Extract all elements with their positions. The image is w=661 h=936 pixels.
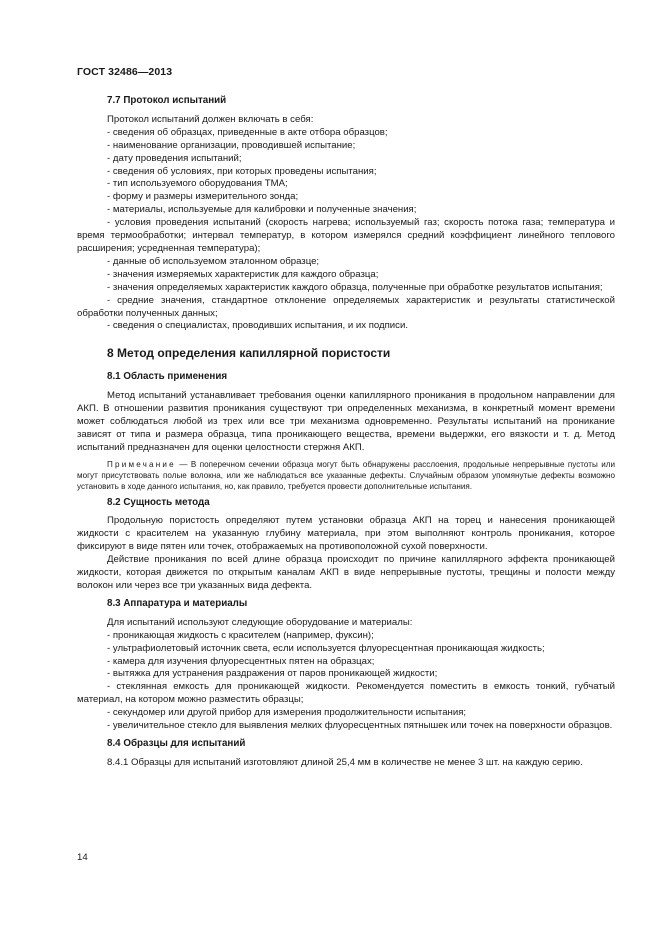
list-item: - наименование организации, проводившей испытание;: [107, 139, 356, 151]
list-item: - условия проведения испытаний (скорость нагрева; используемый газ; скорость потока газа; температура и время термообработки; интервал температур, в котором измерялся средний коэффициент линейного теплового расширения; усредненная температура);: [77, 217, 615, 254]
list-item: - вытяжка для устранения раздражения от паров проникающей жидкости;: [107, 668, 438, 680]
section-8-4-title: 8.4 Образцы для испытаний: [107, 737, 246, 749]
list-item: - камера для изучения флуоресцентных пятен на образцах;: [107, 655, 375, 667]
note: [77, 459, 615, 493]
section-7-7-list: [77, 127, 615, 334]
section-7-7-title: 7.7 Протокол испытаний: [107, 95, 227, 106]
list-item: - увеличительное стекло для выявления мелких флуоресцентных пятнышек или точек на поверхности образцов.: [107, 720, 613, 732]
section-8-2-title: 8.2 Сущность метода: [107, 496, 210, 508]
list-item: - сведения об условиях, при которых проведены испытания;: [107, 165, 377, 177]
list-item: - форму и размеры измерительного зонда;: [107, 191, 299, 203]
section-8-title: 8 Метод определения капиллярной пористости: [107, 346, 391, 361]
note-text: — В поперечном сечении образца могут быть обнаружены расслоения, продольные непрерывные пустоты или могут присутствовать полые волокна, или же наблюдаться все указанные дефекты. Случайным образом упомянутые дефекты возможно установить в ходе данного испытания, но, как правило, требуется провести дополнительные испытания.: [77, 459, 615, 492]
section-8-2-paragraph: Действие проникания по всей длине образца происходит по причине капиллярного эффекта проникающей жидкости, которая движется по открытым каналам АКП в виде непрерывные пустоты, трещины и полости между волокон или через все три указанных вида дефекта.: [77, 554, 615, 591]
note-label: Примечание: [107, 459, 176, 469]
list-item: - тип используемого оборудования ТМА;: [107, 178, 288, 190]
page-content: [77, 95, 615, 770]
document-header: ГОСТ 32486—2013: [77, 66, 173, 78]
list-item: - проникающая жидкость с красителем (например, фуксин);: [107, 629, 374, 641]
list-item: - материалы, используемые для калибровки и полученные значения;: [107, 204, 417, 216]
section-8-3-intro: Для испытаний используют следующие оборудование и материалы:: [107, 616, 413, 628]
section-8-1-text: Метод испытаний устанавливает требования оценки капиллярного проникания в продольном направлении для АКП. В отношении развития проникания существуют три определенных механизма, в конкретный момент времени может соблюдаться любой из трех или все три механизма одновременно. Результаты испытаний на проникание зависят от типа и размера образца, типа проникающего вещества, времени выдержки, его вязкости и т. д. Метод испытаний предназначен для оценки целостности стержня АКП.: [77, 390, 615, 453]
section-8-3-title: 8.3 Аппаратура и материалы: [107, 597, 248, 609]
section-8-3-list: [77, 630, 615, 733]
section-8-2-paragraph: Продольную пористость определяют путем установки образца АКП на торец и нанесения проникающей жидкости с красителем на указанную глубину материала, при этом выполняют контроль проникания, которое фиксируют в виде пятен или точек, отображаемых на противоположной сухой поверхности.: [77, 515, 615, 553]
list-item: - средние значения, стандартное отклонение определяемых характеристик и результаты статистической обработки полученных данных;: [77, 294, 615, 319]
section-8-1-title: 8.1 Область применения: [107, 371, 228, 383]
list-item: - значения измеряемых характеристик для каждого образца;: [107, 268, 379, 280]
list-item: - ультрафиолетовый источник света, если используется флуоресцентная проникающая жидкость;: [107, 642, 545, 654]
list-item: - значения определяемых характеристик каждого образца, полученные при обработке результатов испытания;: [107, 281, 603, 293]
list-item: - сведения об образцах, приведенные в акте отбора образцов;: [107, 126, 388, 138]
list-item: - стеклянная емкость для проникающей жидкости. Рекомендуется поместить в емкость тонкий, губчатый материал, на котором можно разместить образцы;: [77, 681, 615, 706]
list-item: - секундомер или другой прибор для измерения продолжительности испытания;: [107, 707, 467, 719]
list-item: - сведения о специалистах, проводивших испытания, и их подписи.: [107, 320, 408, 332]
section-7-7-intro: Протокол испытаний должен включать в себя:: [107, 113, 314, 125]
page-number: 14: [77, 852, 88, 863]
list-item: - данные об используемом эталонном образце;: [107, 255, 320, 267]
section-8-4-1-paragraph: 8.4.1 Образцы для испытаний изготовляют длиной 25,4 мм в количестве не менее 3 шт. на каждую серию.: [107, 756, 583, 768]
list-item: - дату проведения испытаний;: [107, 152, 242, 164]
